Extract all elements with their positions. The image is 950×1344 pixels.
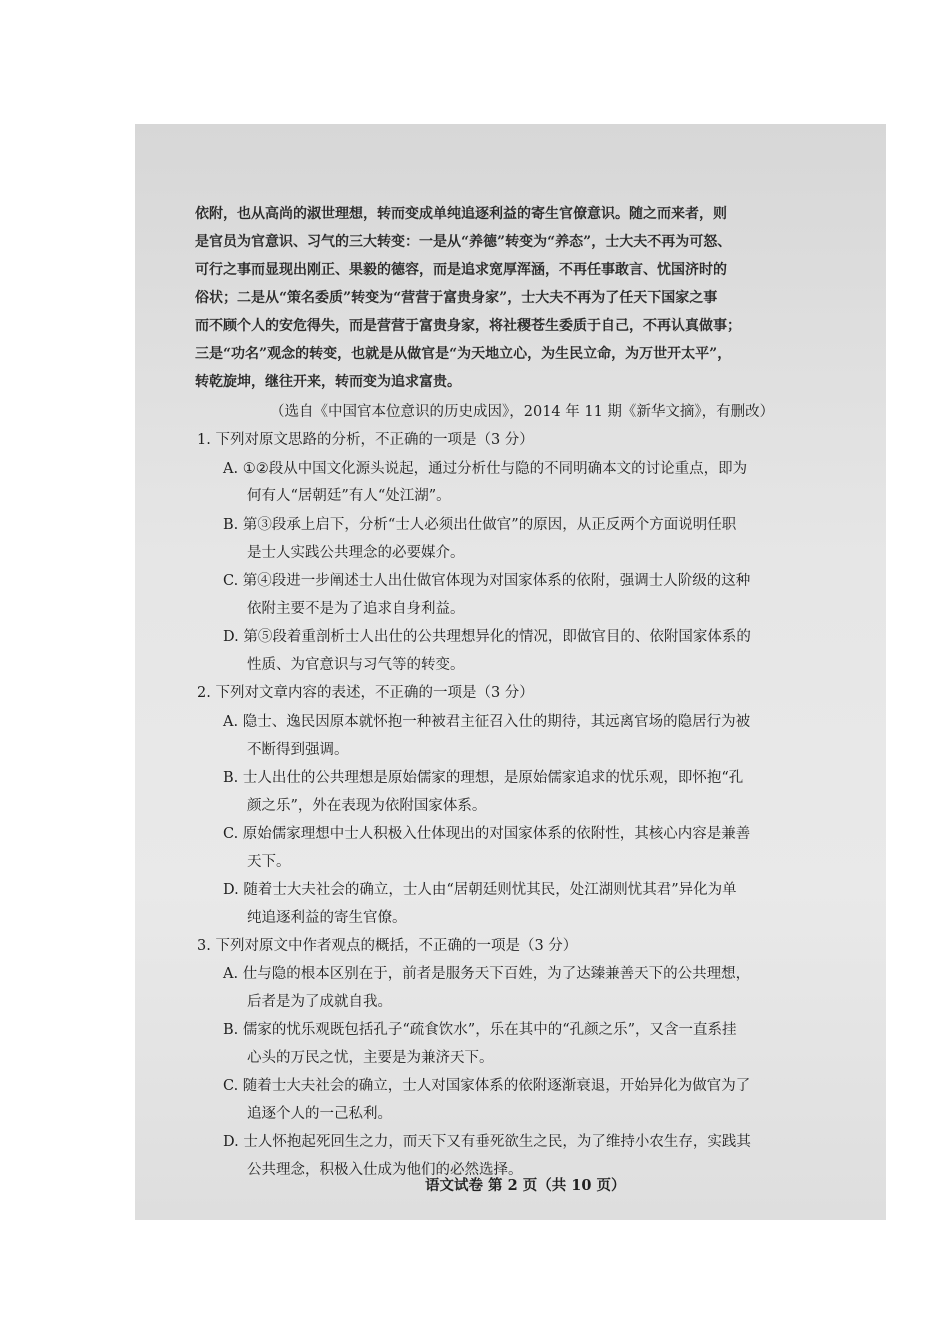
passage-line: 俗状；二是从“策名委质”转变为“营营于富贵身家”，士大夫不再为了任天下国家之事 [195, 290, 718, 306]
passage-line: 而不顾个人的安危得失，而是营营于富贵身家，将社稷苍生委质于自己，不再认真做事； [195, 318, 741, 334]
option-line: D. 士人怀抱起死回生之力，而天下又有垂死欲生之民，为了维持小农生存，实践其 [223, 1134, 751, 1150]
question-stem: 2. 下列对文章内容的表述，不正确的一项是（3 分） [197, 685, 534, 701]
option-line: A. 仕与隐的根本区别在于，前者是服务天下百姓，为了达臻兼善天下的公共理想， [223, 966, 751, 982]
option-line: D. 随着士大夫社会的确立，士人由“居朝廷则忧其民，处江湖则忧其君”异化为单 [223, 882, 737, 898]
exam-page [135, 124, 886, 1220]
question-stem: 3. 下列对原文中作者观点的概括，不正确的一项是（3 分） [197, 938, 578, 954]
passage-line: 转乾旋坤，继往开来，转而变为追求富贵。 [195, 374, 461, 390]
passage-line: 是官员为官意识、习气的三大转变：一是从“养德”转变为“养态”，士大夫不再为可怒、 [195, 234, 732, 250]
page-footer: 语文试卷 第 2 页（共 10 页） [425, 1177, 626, 1194]
option-line: 纯追逐利益的寄生官僚。 [247, 910, 407, 926]
option-line: B. 第③段承上启下，分析“士人必须出仕做官”的原因，从正反两个方面说明任职 [223, 517, 737, 533]
passage-line: 依附，也从高尚的淑世理想，转而变成单纯追逐利益的寄生官僚意识。随之而来者，则 [195, 206, 727, 222]
option-line: B. 儒家的忧乐观既包括孔子“疏食饮水”，乐在其中的“孔颜之乐”，又含一直系挂 [223, 1022, 737, 1038]
option-line: 颜之乐”，外在表现为依附国家体系。 [247, 798, 487, 814]
option-line: 天下。 [247, 854, 291, 870]
option-line: C. 随着士大夫社会的确立，士人对国家体系的依附逐渐衰退，开始异化为做官为了 [223, 1078, 751, 1094]
option-line: A. ①②段从中国文化源头说起，通过分析仕与隐的不同明确本文的讨论重点，即为 [223, 461, 748, 477]
option-line: 后者是为了成就自我。 [247, 994, 392, 1010]
passage-line: 可行之事而显现出刚正、果毅的德容，而是追求宽厚浑涵，不再任事敢言、忧国济时的 [195, 262, 727, 278]
option-line: B. 士人出仕的公共理想是原始儒家的理想，是原始儒家追求的忧乐观，即怀抱“孔 [223, 770, 744, 786]
option-line: 公共理念，积极入仕成为他们的必然选择。 [247, 1162, 523, 1178]
option-line: C. 第④段进一步阐述士人出仕做官体现为对国家体系的依附，强调士人阶级的这种 [223, 573, 751, 589]
option-line: A. 隐士、逸民因原本就怀抱一种被君主征召入仕的期待，其远离官场的隐居行为被 [223, 714, 751, 730]
option-line: 依附主要不是为了追求自身利益。 [247, 601, 465, 617]
question-stem: 1. 下列对原文思路的分析，不正确的一项是（3 分） [197, 432, 534, 448]
option-line: 何有人“居朝廷”有人“处江湖”。 [247, 488, 451, 504]
option-line: 不断得到强调。 [247, 742, 349, 758]
source-citation: （选自《中国官本位意识的历史成因》，2014 年 11 期《新华文摘》，有删改） [270, 404, 775, 420]
option-line: 心头的万民之忧，主要是为兼济天下。 [247, 1050, 494, 1066]
option-line: D. 第⑤段着重剖析士人出仕的公共理想异化的情况，即做官目的、依附国家体系的 [223, 629, 751, 645]
option-line: C. 原始儒家理想中士人积极入仕体现出的对国家体系的依附性，其核心内容是兼善 [223, 826, 751, 842]
option-line: 性质、为官意识与习气等的转变。 [247, 657, 465, 673]
option-line: 是士人实践公共理念的必要媒介。 [247, 545, 465, 561]
option-line: 追逐个人的一己私利。 [247, 1106, 392, 1122]
passage-line: 三是“功名”观念的转变，也就是从做官是“为天地立心，为生民立命，为万世开太平”， [195, 346, 732, 362]
